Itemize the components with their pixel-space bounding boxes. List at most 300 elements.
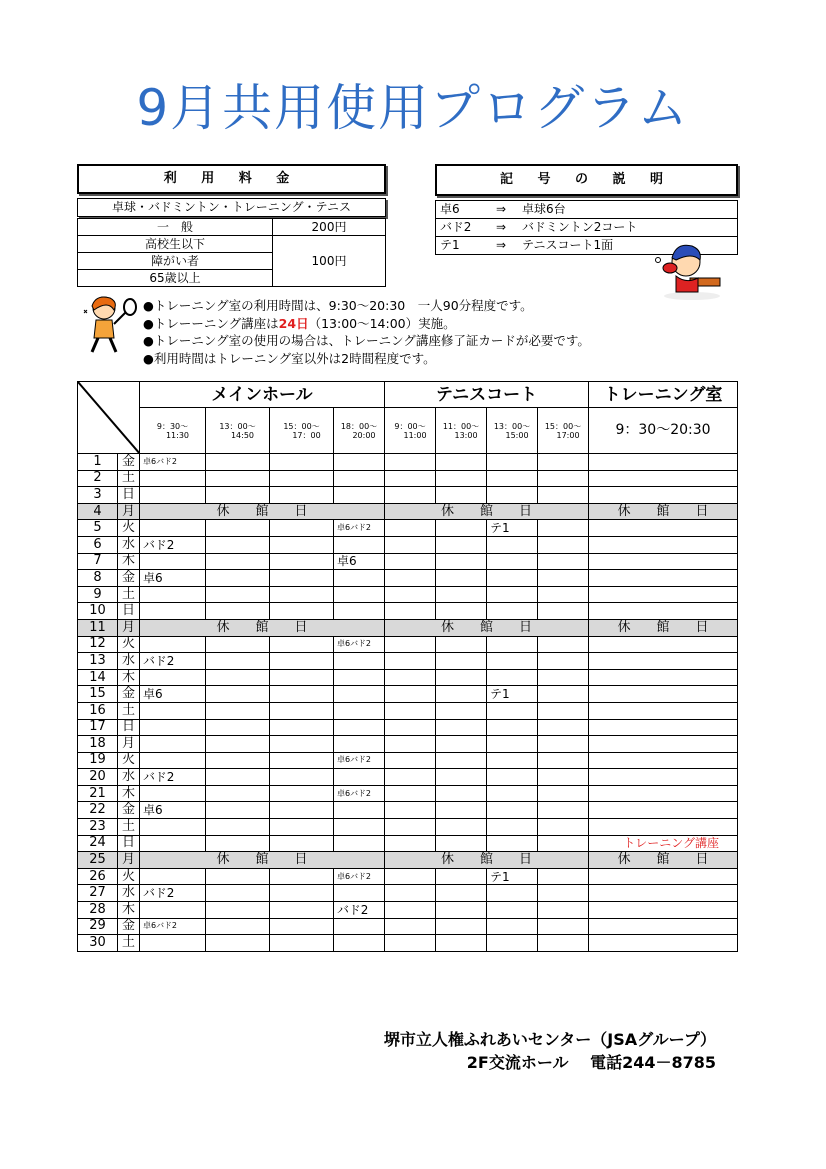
- main-hall-slot: [206, 719, 270, 736]
- main-hall-slot: [206, 669, 270, 686]
- main-hall-slot: [270, 736, 334, 753]
- day-of-week: 木: [118, 553, 140, 570]
- tennis-court-slot: [487, 553, 538, 570]
- tennis-court-slot: [538, 686, 589, 703]
- tennis-court-slot: [538, 454, 589, 471]
- time-slot-text: 14:50: [230, 430, 255, 440]
- note-line: [143, 315, 590, 333]
- tennis-court-slot: [538, 636, 589, 653]
- training-room-slot: [589, 885, 738, 902]
- main-hall-slot: [206, 487, 270, 504]
- day-number: 28: [78, 902, 118, 919]
- day-of-week: 金: [118, 918, 140, 935]
- day-row: [78, 503, 738, 520]
- day-number: 18: [78, 736, 118, 753]
- day-row: [78, 520, 738, 537]
- main-hall-slot: [334, 586, 385, 603]
- tennis-court-slot: [487, 536, 538, 553]
- day-number: 8: [78, 570, 118, 587]
- main-hall-slot: [206, 470, 270, 487]
- legend-row: [436, 218, 737, 236]
- tennis-court-slot: [385, 586, 436, 603]
- main-hall-slot: [140, 520, 206, 537]
- tennis-court-slot: [436, 586, 487, 603]
- day-row: [78, 752, 738, 769]
- day-of-week: 月: [118, 736, 140, 753]
- day-number: 19: [78, 752, 118, 769]
- note-text: ●トレーニング室の使用の場合は、トレーニング講座修了証カードが必要です。: [143, 333, 590, 348]
- tennis-court-slot: [487, 819, 538, 836]
- time-slot-header: [270, 408, 334, 454]
- day-number: 4: [78, 503, 118, 520]
- day-of-week: 日: [118, 603, 140, 620]
- main-hall-slot: 卓6: [140, 802, 206, 819]
- note-line: [143, 350, 590, 368]
- day-row: [78, 719, 738, 736]
- note-text: ●利用時間はトレーニング室以外は2時間程度です。: [143, 350, 436, 366]
- day-row: [78, 586, 738, 603]
- main-hall-slot: [140, 586, 206, 603]
- training-room-slot: [589, 769, 738, 786]
- main-hall-slot: [140, 487, 206, 504]
- day-row: [78, 619, 738, 636]
- badminton-girl-illustration: [80, 294, 140, 354]
- training-room-slot: [589, 902, 738, 919]
- main-hall-slot: 卓6バド2: [334, 868, 385, 885]
- diagonal-line-icon: [78, 382, 140, 454]
- training-room-slot: [589, 470, 738, 487]
- legend-desc: テニスコート1面: [522, 238, 614, 252]
- tennis-court-slot: [538, 553, 589, 570]
- tennis-court-slot: [538, 603, 589, 620]
- training-room-slot: [589, 553, 738, 570]
- main-hall-slot: [270, 785, 334, 802]
- day-number: 26: [78, 868, 118, 885]
- main-hall-slot: [270, 918, 334, 935]
- time-slot-text: 13：00～: [493, 421, 531, 431]
- main-hall-slot: [206, 819, 270, 836]
- main-hall-slot: [140, 752, 206, 769]
- group-tennis-court: テニスコート: [385, 382, 589, 408]
- tennis-court-slot: [538, 570, 589, 587]
- fee-other-price: 100円: [273, 236, 386, 287]
- tennis-court-slot: [436, 454, 487, 471]
- main-hall-slot: [140, 603, 206, 620]
- tennis-court-slot: [385, 669, 436, 686]
- legend-key: 卓6: [440, 202, 460, 216]
- training-room-slot: [589, 736, 738, 753]
- main-hall-slot: [206, 536, 270, 553]
- day-number: 16: [78, 702, 118, 719]
- day-number: 30: [78, 935, 118, 952]
- tennis-court-slot: [436, 653, 487, 670]
- tennis-court-slot: [538, 785, 589, 802]
- tennis-court-slot: [436, 686, 487, 703]
- time-slot-text: 11:00: [403, 430, 427, 440]
- tennis-court-slot: [436, 935, 487, 952]
- main-hall-slot: [206, 736, 270, 753]
- day-row: [78, 902, 738, 919]
- day-of-week: 金: [118, 686, 140, 703]
- main-hall-slot: 卓6: [334, 553, 385, 570]
- schedule-table-wrapper: [77, 381, 737, 952]
- day-of-week: 金: [118, 802, 140, 819]
- main-hall-slot: [206, 454, 270, 471]
- day-of-week: 木: [118, 669, 140, 686]
- main-hall-slot: [270, 520, 334, 537]
- tennis-court-slot: [385, 785, 436, 802]
- time-slot-text: 15:00: [505, 430, 529, 440]
- day-number: 21: [78, 785, 118, 802]
- main-hall-slot: [270, 553, 334, 570]
- tennis-court-slot: [487, 769, 538, 786]
- tennis-court-slot: [385, 570, 436, 587]
- main-hall-slot: [270, 752, 334, 769]
- main-hall-slot: [270, 868, 334, 885]
- tennis-court-slot: [538, 586, 589, 603]
- main-hall-slot: [270, 603, 334, 620]
- tennis-court-slot: [385, 752, 436, 769]
- day-row: [78, 636, 738, 653]
- main-hall-slot: [140, 719, 206, 736]
- main-hall-slot: バド2: [140, 769, 206, 786]
- legend-key: テ1: [440, 238, 460, 252]
- note-highlight: 24日: [278, 315, 309, 331]
- tennis-court-slot: [436, 918, 487, 935]
- main-hall-slot: [270, 487, 334, 504]
- day-of-week: 土: [118, 470, 140, 487]
- group-main-hall: メインホール: [140, 382, 385, 408]
- main-hall-slot: [334, 570, 385, 587]
- tennis-court-slot: [385, 636, 436, 653]
- main-hall-slot: 卓6バド2: [140, 454, 206, 471]
- tennis-court-slot: [385, 603, 436, 620]
- tennis-court-slot: [385, 520, 436, 537]
- tennis-court-slot: [385, 719, 436, 736]
- main-hall-slot: [334, 736, 385, 753]
- note-line: [143, 332, 590, 350]
- tennis-court-slot: [538, 819, 589, 836]
- tennis-court-slot: [538, 885, 589, 902]
- day-of-week: 火: [118, 520, 140, 537]
- day-row: [78, 487, 738, 504]
- day-of-week: 金: [118, 570, 140, 587]
- closed-main-hall: 休 館 日: [140, 619, 385, 636]
- tennis-court-slot: [436, 669, 487, 686]
- main-hall-slot: [334, 653, 385, 670]
- main-hall-slot: [270, 835, 334, 852]
- tennis-court-slot: テ1: [487, 686, 538, 703]
- main-hall-slot: [334, 769, 385, 786]
- tennis-court-slot: [487, 785, 538, 802]
- main-hall-slot: 卓6バド2: [334, 520, 385, 537]
- day-number: 24: [78, 835, 118, 852]
- main-hall-slot: [206, 603, 270, 620]
- main-hall-slot: バド2: [140, 536, 206, 553]
- tennis-court-slot: [385, 902, 436, 919]
- main-hall-slot: [270, 702, 334, 719]
- fee-other-label: 障がい者: [78, 253, 273, 270]
- main-hall-slot: [270, 885, 334, 902]
- time-slot-header: [487, 408, 538, 454]
- main-hall-slot: [270, 719, 334, 736]
- day-number: 22: [78, 802, 118, 819]
- note-text: ●トレーーニング講座は: [143, 315, 279, 331]
- tennis-court-slot: [385, 918, 436, 935]
- tennis-court-slot: [487, 669, 538, 686]
- main-hall-slot: [270, 454, 334, 471]
- day-number: 25: [78, 852, 118, 869]
- day-of-week: 月: [118, 852, 140, 869]
- closed-tennis-court: 休 館 日: [385, 503, 589, 520]
- legend-desc: バドミントン2コート: [522, 220, 638, 234]
- tennis-court-slot: [538, 752, 589, 769]
- time-slot-header: [206, 408, 270, 454]
- day-of-week: 日: [118, 719, 140, 736]
- training-room-slot: [589, 536, 738, 553]
- main-hall-slot: [334, 603, 385, 620]
- main-hall-slot: [206, 802, 270, 819]
- main-hall-slot: [334, 702, 385, 719]
- time-slot-header: [140, 408, 206, 454]
- note-text: ●トレーニング室の利用時間は、9:30～20:30 一人90分程度です。: [143, 298, 533, 313]
- tennis-court-slot: [487, 835, 538, 852]
- day-row: [78, 454, 738, 471]
- fee-heading: 利 用 料 金: [77, 164, 386, 194]
- tennis-court-slot: [385, 653, 436, 670]
- tennis-court-slot: [436, 536, 487, 553]
- tennis-court-slot: [385, 702, 436, 719]
- main-hall-slot: 卓6バド2: [334, 636, 385, 653]
- tennis-court-slot: [436, 487, 487, 504]
- fee-subheading: 卓球・バドミントン・トレーニング・テニス: [77, 198, 386, 217]
- tennis-court-slot: [436, 835, 487, 852]
- tennis-court-slot: [538, 918, 589, 935]
- day-row: [78, 769, 738, 786]
- day-row: [78, 570, 738, 587]
- main-hall-slot: [206, 636, 270, 653]
- tennis-court-slot: [538, 902, 589, 919]
- tennis-court-slot: [487, 902, 538, 919]
- training-room-slot: [589, 752, 738, 769]
- main-hall-slot: [140, 553, 206, 570]
- day-number: 17: [78, 719, 118, 736]
- tennis-court-slot: [538, 669, 589, 686]
- day-of-week: 土: [118, 702, 140, 719]
- main-hall-slot: [206, 918, 270, 935]
- tennis-court-slot: [487, 935, 538, 952]
- main-hall-slot: [270, 470, 334, 487]
- tennis-court-slot: [436, 702, 487, 719]
- main-hall-slot: 卓6バド2: [140, 918, 206, 935]
- day-number: 9: [78, 586, 118, 603]
- time-slot-text: 13：00～: [219, 421, 256, 431]
- time-slot-text: 15：00～: [544, 421, 582, 431]
- time-slot-text: 9：00～: [394, 421, 426, 431]
- day-row: [78, 835, 738, 852]
- main-hall-slot: [334, 802, 385, 819]
- main-hall-slot: [270, 819, 334, 836]
- tennis-court-slot: [487, 719, 538, 736]
- time-slot-text: 17：00: [292, 430, 321, 440]
- main-hall-slot: [334, 885, 385, 902]
- day-of-week: 木: [118, 785, 140, 802]
- main-hall-slot: [270, 586, 334, 603]
- closed-main-hall: 休 館 日: [140, 503, 385, 520]
- tennis-court-slot: [436, 719, 487, 736]
- main-hall-slot: [206, 520, 270, 537]
- tennis-court-slot: [538, 935, 589, 952]
- day-of-week: 金: [118, 454, 140, 471]
- tennis-court-slot: [487, 653, 538, 670]
- time-slot-text: 13:00: [454, 430, 478, 440]
- tennis-court-slot: [385, 553, 436, 570]
- day-of-week: 土: [118, 935, 140, 952]
- main-hall-slot: [270, 570, 334, 587]
- day-row: [78, 553, 738, 570]
- legend-heading: 記 号 の 説 明: [435, 164, 738, 196]
- main-hall-slot: 卓6: [140, 686, 206, 703]
- main-hall-slot: [270, 902, 334, 919]
- day-number: 12: [78, 636, 118, 653]
- day-number: 10: [78, 603, 118, 620]
- time-slot-header: [334, 408, 385, 454]
- main-hall-slot: [270, 769, 334, 786]
- page-title: 9月共用使用プログラム: [136, 79, 690, 137]
- training-room-slot: [589, 819, 738, 836]
- tennis-court-slot: [538, 487, 589, 504]
- training-room-slot: [589, 570, 738, 587]
- note-line: [143, 297, 590, 315]
- main-hall-slot: [270, 935, 334, 952]
- tennis-court-slot: [385, 769, 436, 786]
- time-header-row: [78, 408, 738, 454]
- main-hall-slot: [206, 785, 270, 802]
- tennis-court-slot: [436, 868, 487, 885]
- tennis-court-slot: [385, 454, 436, 471]
- fee-table: [77, 218, 386, 287]
- day-of-week: 水: [118, 653, 140, 670]
- day-row: [78, 653, 738, 670]
- main-hall-slot: [140, 868, 206, 885]
- tennis-court-slot: [487, 802, 538, 819]
- main-hall-slot: [140, 636, 206, 653]
- training-room-slot: [589, 520, 738, 537]
- closed-training-room: 休 館 日: [589, 619, 738, 636]
- day-number: 2: [78, 470, 118, 487]
- tennis-court-slot: [436, 769, 487, 786]
- tennis-court-slot: [436, 570, 487, 587]
- day-of-week: 日: [118, 487, 140, 504]
- tennis-court-slot: [538, 802, 589, 819]
- main-hall-slot: [270, 653, 334, 670]
- day-number: 23: [78, 819, 118, 836]
- day-row: [78, 686, 738, 703]
- legend-row: [436, 200, 737, 218]
- day-number: 27: [78, 885, 118, 902]
- main-hall-slot: [206, 553, 270, 570]
- schedule-table: [77, 381, 738, 952]
- main-hall-slot: [206, 586, 270, 603]
- fee-box: [77, 164, 386, 287]
- main-hall-slot: [270, 686, 334, 703]
- table-tennis-boy-illustration: [646, 238, 722, 300]
- tennis-court-slot: [385, 536, 436, 553]
- tennis-court-slot: [436, 603, 487, 620]
- main-hall-slot: [334, 536, 385, 553]
- day-of-week: 火: [118, 752, 140, 769]
- time-slot-header: [436, 408, 487, 454]
- tennis-court-slot: [385, 686, 436, 703]
- training-room-slot: [589, 719, 738, 736]
- time-slot-text: 11:30: [165, 430, 190, 440]
- tennis-court-slot: [385, 819, 436, 836]
- tennis-court-slot: [487, 702, 538, 719]
- day-row: [78, 802, 738, 819]
- time-slot-text: 9：30～: [156, 421, 189, 431]
- day-of-week: 日: [118, 835, 140, 852]
- training-room-slot: [589, 868, 738, 885]
- day-row: [78, 603, 738, 620]
- main-hall-slot: [140, 819, 206, 836]
- tennis-court-slot: [436, 736, 487, 753]
- main-hall-slot: [206, 835, 270, 852]
- closed-tennis-court: 休 館 日: [385, 619, 589, 636]
- closed-training-room: 休 館 日: [589, 852, 738, 869]
- day-number: 6: [78, 536, 118, 553]
- main-hall-slot: [140, 902, 206, 919]
- tennis-court-slot: テ1: [487, 520, 538, 537]
- tennis-court-slot: [436, 520, 487, 537]
- day-of-week: 月: [118, 503, 140, 520]
- tennis-court-slot: [487, 570, 538, 587]
- day-number: 13: [78, 653, 118, 670]
- time-slot-text: 20:00: [352, 430, 376, 440]
- day-row: [78, 470, 738, 487]
- day-number: 1: [78, 454, 118, 471]
- fee-other-label: 65歳以上: [78, 270, 273, 287]
- fee-general-price: 200円: [273, 219, 386, 236]
- training-room-slot: [589, 935, 738, 952]
- closed-main-hall: 休 館 日: [140, 852, 385, 869]
- tennis-court-slot: [538, 835, 589, 852]
- main-hall-slot: [270, 669, 334, 686]
- tennis-court-slot: [538, 653, 589, 670]
- day-row: [78, 868, 738, 885]
- main-hall-slot: [206, 885, 270, 902]
- tennis-court-slot: [538, 702, 589, 719]
- time-slot-text: 17:00: [556, 430, 580, 440]
- tennis-court-slot: [487, 487, 538, 504]
- fee-other-label: 高校生以下: [78, 236, 273, 253]
- tennis-court-slot: [436, 785, 487, 802]
- training-room-slot: [589, 785, 738, 802]
- group-header-row: [78, 382, 738, 408]
- main-hall-slot: [270, 636, 334, 653]
- tennis-court-slot: [538, 868, 589, 885]
- day-row: [78, 935, 738, 952]
- day-row: [78, 785, 738, 802]
- training-room-slot: トレーニング講座: [589, 835, 738, 852]
- main-hall-slot: [206, 868, 270, 885]
- main-hall-slot: [140, 702, 206, 719]
- training-room-slot: [589, 918, 738, 935]
- main-hall-slot: [206, 702, 270, 719]
- day-row: [78, 702, 738, 719]
- arrow-icon: ⇒: [496, 220, 507, 234]
- tennis-court-slot: テ1: [487, 868, 538, 885]
- main-hall-slot: 卓6バド2: [334, 752, 385, 769]
